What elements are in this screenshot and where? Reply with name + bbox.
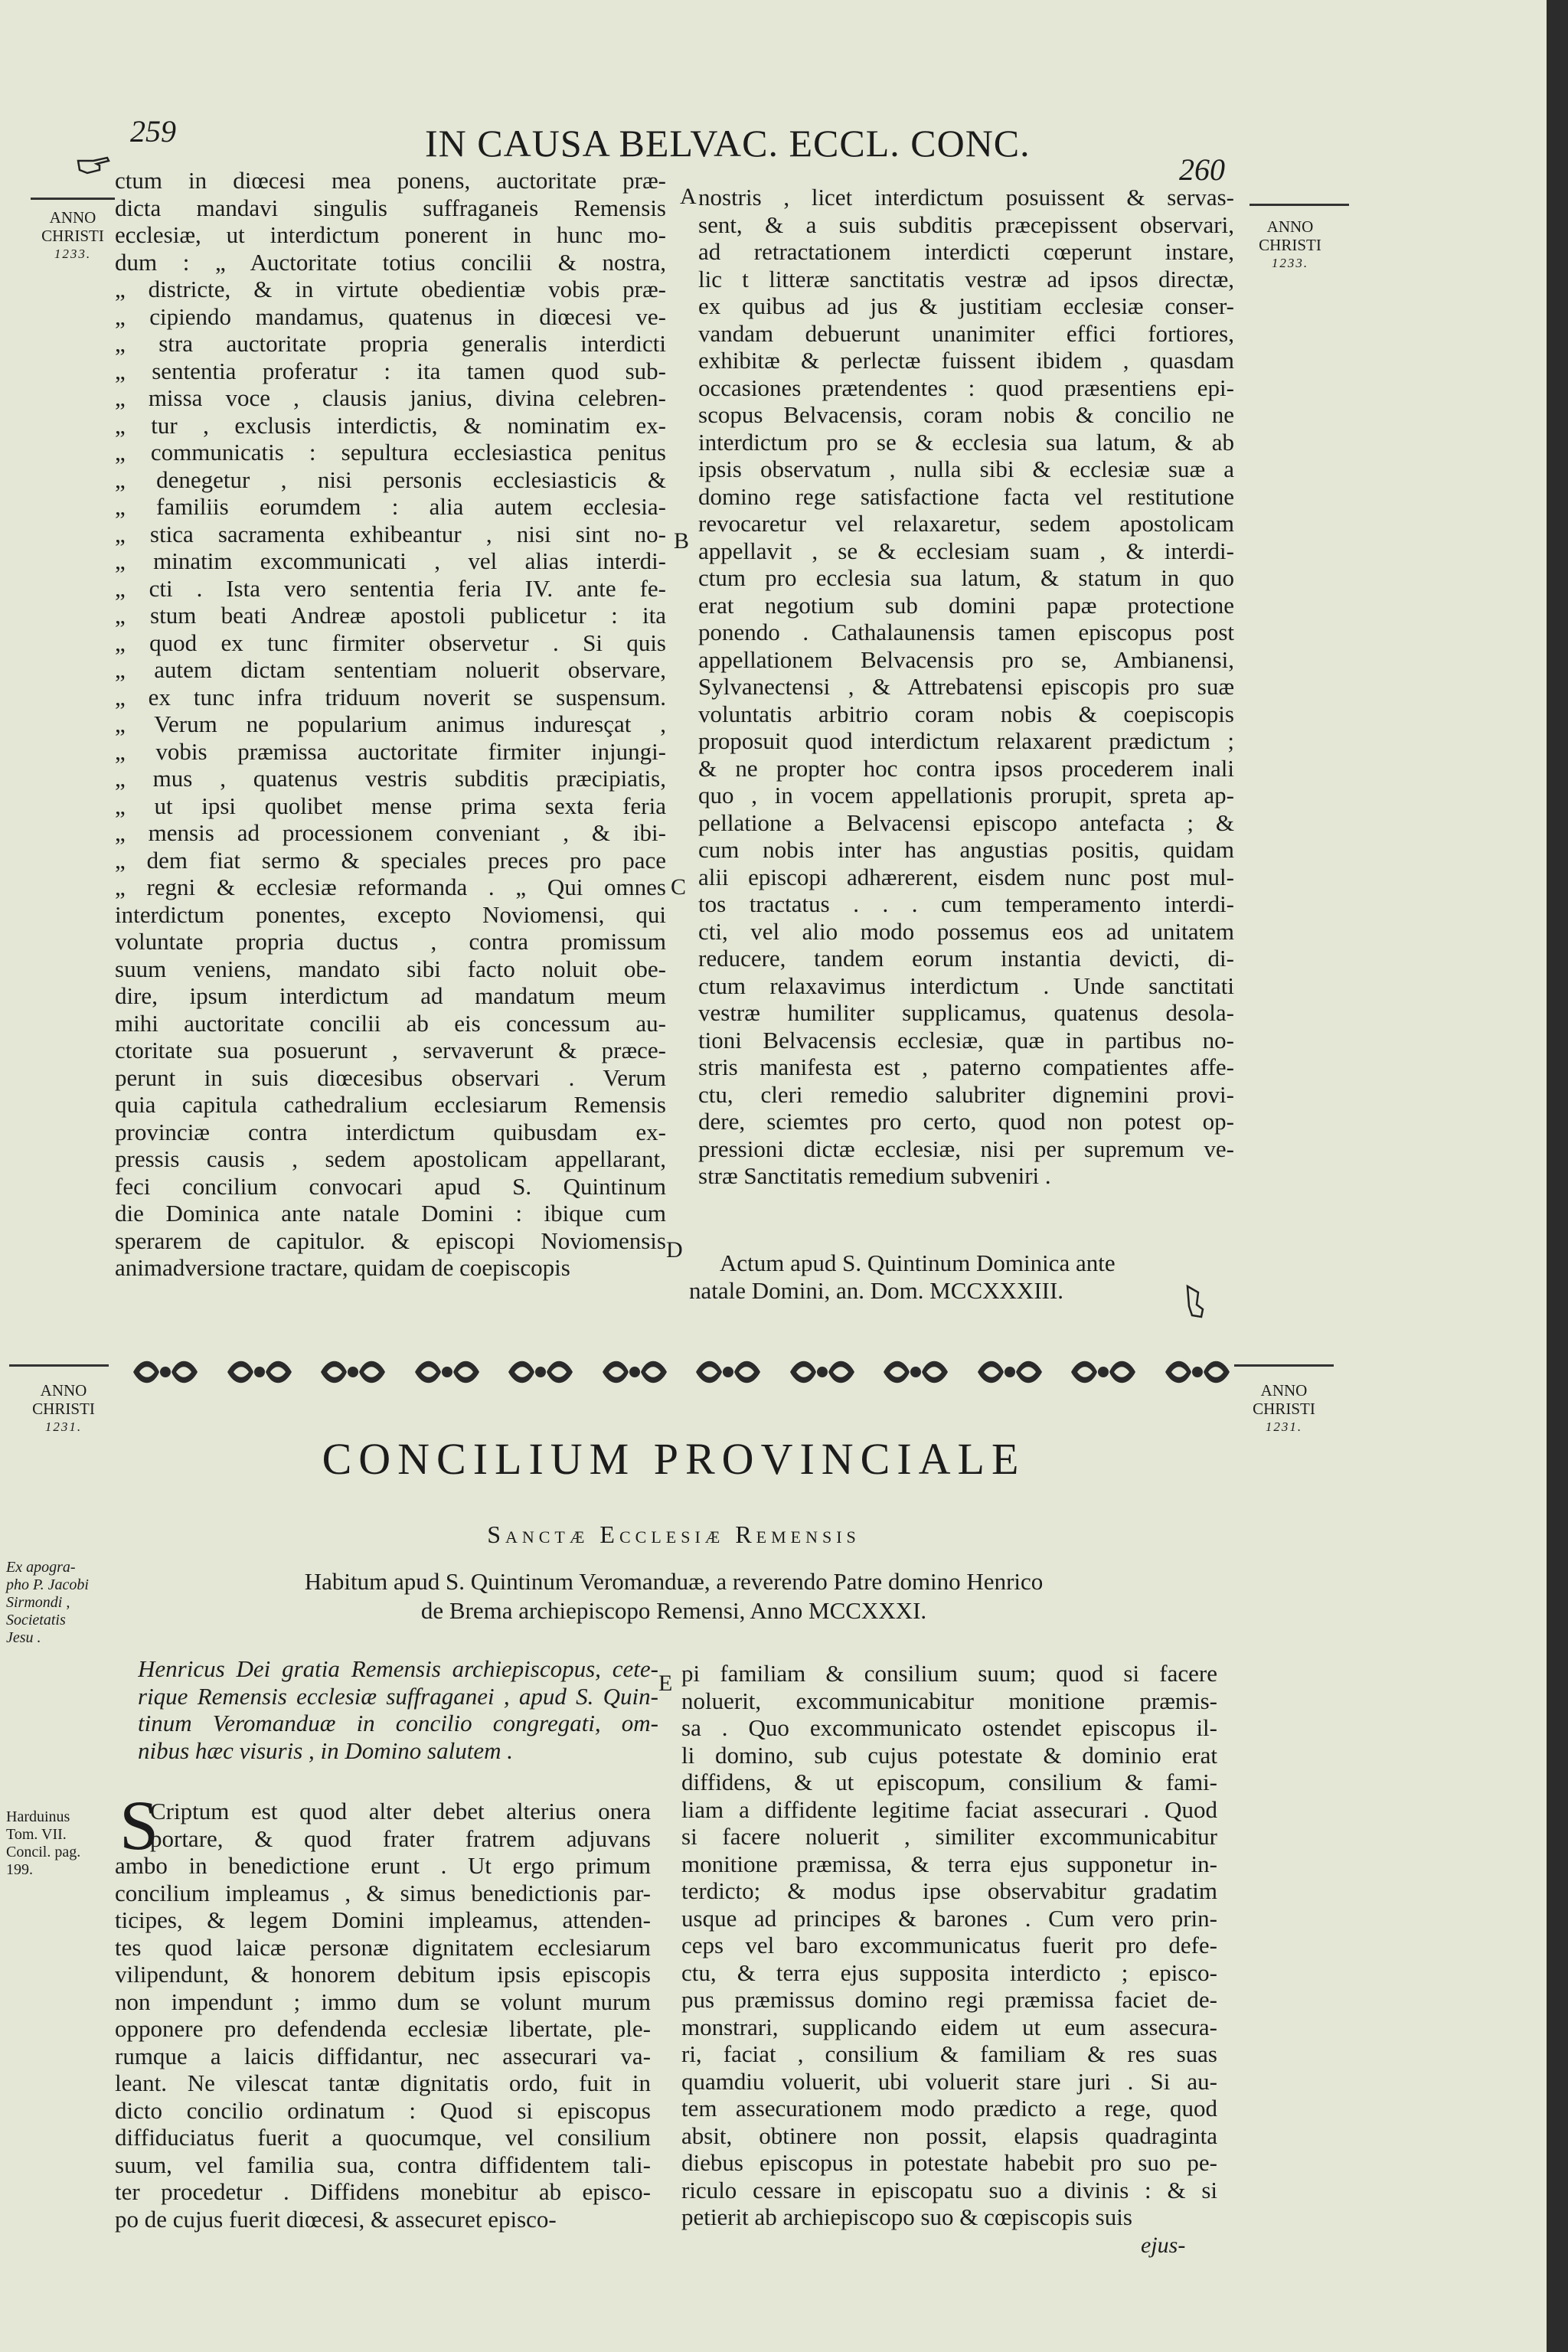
text-line: tioni Belvacensis ecclesiæ, quæ in partibus no- bbox=[698, 1026, 1234, 1054]
margin-rule-top-left bbox=[31, 198, 115, 200]
text-line: ctum in diœcesi mea ponens, auctoritate præ- bbox=[115, 167, 666, 194]
text-line: tem assecurationem modo prædicto a rege, quod bbox=[681, 2095, 1217, 2122]
text-line: „ dem fiat sermo & speciales preces pro pace bbox=[115, 846, 666, 874]
text-line: vilipendunt, & honorem debitum ipsis episcopis bbox=[115, 1961, 651, 1988]
margin-rule-mid-left bbox=[9, 1364, 109, 1367]
text-line: mihi auctoritate concilii ab eis concessum au- bbox=[115, 1009, 666, 1037]
note-line: 199. bbox=[6, 1861, 33, 1878]
text-line: ecclesiæ, ut interdictum ponerent in hunc mo- bbox=[115, 221, 666, 248]
note-line: Ex apogra- bbox=[6, 1559, 76, 1576]
text-line: cum nobis inter has angustias positis, quidam bbox=[698, 836, 1234, 863]
source-note bbox=[6, 1559, 98, 1647]
text-line: si facere noluerit , similiter excommunicabitur bbox=[681, 1823, 1217, 1850]
text-line: po de cujus fuerit diœcesi, & assecuret episco- bbox=[115, 2205, 557, 2233]
text-line: provinciæ contra interdictum quibusdam ex- bbox=[115, 1118, 666, 1145]
text-line: sperarem de capitulor. & episcopi Noviomensis bbox=[115, 1227, 666, 1254]
council-subtitle: Sanctæ Ecclesiæ Remensis bbox=[487, 1521, 861, 1548]
book-edge bbox=[1547, 0, 1568, 2352]
anno-christi-top-right: ANNO CHRISTI 1233. bbox=[1259, 217, 1321, 270]
note-line: Tom. VII. bbox=[6, 1826, 67, 1843]
text-line: sent, & a suis subditis præcepissent observari, bbox=[698, 211, 1234, 238]
text-line: appellavit , se & ecclesiam suam , & interdi- bbox=[698, 537, 1234, 564]
text-line: ponendo . Cathalaunensis tamen episcopus post bbox=[698, 619, 1234, 645]
ornament-fleuron-icon bbox=[693, 1354, 763, 1390]
text-line: appellationem Belvacensis pro se, Ambianensi, bbox=[698, 645, 1234, 673]
top-left-column bbox=[115, 167, 666, 1282]
text-line: stris manifesta est , paterno compatientes affe- bbox=[698, 1054, 1234, 1080]
drop-cap-letter: S bbox=[119, 1786, 159, 1864]
bottom-left-column bbox=[115, 1798, 651, 2233]
text-line: absit, obtinere non possit, elapsis quadraginta bbox=[681, 2122, 1217, 2149]
text-line: suum, vel familia sua, contra diffidentem tali- bbox=[115, 2151, 651, 2178]
bottom-right-column bbox=[681, 1660, 1217, 2231]
text-line: pressis causis , sedem apostolicam appellarant, bbox=[115, 1145, 666, 1172]
text-line: non impendunt ; immo dum se volunt murum bbox=[115, 1988, 651, 2015]
text-line: ctu, & terra ejus supposita interdicto ; episco- bbox=[681, 1958, 1217, 1986]
ornament-fleuron-icon bbox=[880, 1354, 951, 1390]
text-line: leant. Ne vilescat tantæ dignitatis ordo, fuit in bbox=[115, 2069, 651, 2096]
text-line: Sylvanectensi , & Attrebatensi episcopis pro suæ bbox=[698, 673, 1234, 700]
text-line: occasiones prætendentes : quod præsentiens epi- bbox=[698, 374, 1234, 401]
text-line: voluntate propria ductus , contra promissum bbox=[115, 928, 666, 955]
text-line: proposuit quod interdictum relaxarent prædictum ; bbox=[698, 727, 1234, 754]
text-line: dicto concilio ordinatum : Quod si episcopus bbox=[115, 2096, 651, 2124]
text-line: „ familiis eorumdem : alia autem ecclesia- bbox=[115, 493, 666, 520]
text-line: ter procedetur . Diffidens monebitur ab episco- bbox=[115, 2178, 651, 2205]
text-line: „ districte, & in virtute obedientiæ vobis præ- bbox=[115, 276, 666, 302]
text-line: monitione præmissa, & terra ejus supponetur in- bbox=[681, 1850, 1217, 1877]
top-right-column bbox=[698, 184, 1234, 1190]
note-line: Sirmondi , bbox=[6, 1594, 70, 1611]
text-line: concilium impleamus , & simus benedictionis par- bbox=[115, 1879, 651, 1906]
text-line: tes quod laicæ personæ dignitatem ecclesiarum bbox=[115, 1933, 651, 1961]
address-italic bbox=[138, 1655, 658, 1764]
text-line: „ autem dictam sententiam noluerit observare, bbox=[115, 656, 666, 683]
text-line: ctum pro ecclesia sua latum, & statum in quo bbox=[698, 564, 1234, 591]
text-line: vandam debuerunt unanimiter effici fortiores, bbox=[698, 319, 1234, 347]
text-line: animadversione tractare, quidam de coepiscopis bbox=[115, 1254, 570, 1281]
ornament-fleuron-icon bbox=[224, 1354, 295, 1390]
ornament-fleuron-icon bbox=[130, 1354, 201, 1390]
ornament-fleuron-icon bbox=[1162, 1354, 1233, 1390]
anno-christi-mid-left: ANNO CHRISTI 1231. bbox=[32, 1381, 95, 1434]
gutter-marker-c: C bbox=[671, 874, 687, 900]
habitum-line-1: Habitum apud S. Quintinum Veromanduæ, a reverendo Patre domino Henrico bbox=[304, 1568, 1044, 1595]
text-line: „ cti . Ista vero sententia feria IV. ante fe- bbox=[115, 574, 666, 602]
text-line: „ stra auctoritate propria generalis interdicti bbox=[115, 330, 666, 357]
address-line: nibus hæc visuris , in Domino salutem . bbox=[138, 1736, 513, 1764]
gutter-marker-b: B bbox=[674, 528, 690, 554]
text-line: scopus Belvacensis, coram nobis & concilio ne bbox=[698, 401, 1234, 428]
text-line: „ mensis ad processionem conveniant , & ibi- bbox=[115, 819, 666, 846]
note-line: Concil. pag. bbox=[6, 1844, 81, 1860]
text-line: „ mus , quatenus vestris subditis præcipiatis, bbox=[115, 765, 666, 792]
text-line: pus præmissus domino regi præmissa faciet de- bbox=[681, 1986, 1217, 2013]
text-line: „ quod ex tunc firmiter observetur . Si quis bbox=[115, 629, 666, 656]
decorative-ornament-band bbox=[130, 1349, 1233, 1395]
text-line: dicta mandavi singulis suffraganeis Remensis bbox=[115, 194, 666, 221]
text-line: revocaretur vel relaxaretur, sedem apostolicam bbox=[698, 510, 1234, 537]
habitum-line-2: de Brema archiepiscopo Remensi, Anno MCCXXXI. bbox=[420, 1597, 927, 1624]
text-line: voluntatis arbitrio coram nobis & coepiscopis bbox=[698, 700, 1234, 727]
council-title: CONCILIUM PROVINCIALE bbox=[322, 1434, 1026, 1484]
text-line: ticipes, & legem Domini impleamus, attenden- bbox=[115, 1906, 651, 1933]
text-line: dere, sciemtes pro certo, quod non potest op- bbox=[698, 1108, 1234, 1135]
text-line: quo , in vocem appellationis prorupit, spreta ap- bbox=[698, 782, 1234, 808]
ornament-fleuron-icon bbox=[318, 1354, 388, 1390]
text-line: „ tur , exclusis interdictis, & nominatim ex- bbox=[115, 411, 666, 439]
text-line: lic t litteræ sanctitatis vestræ ad ipsos directæ, bbox=[698, 265, 1234, 292]
text-line: terdicto; & modus ipse observabitur gradatim bbox=[681, 1877, 1217, 1904]
text-line: „ sententia proferatur : ita tamen quod sub- bbox=[115, 357, 666, 384]
text-line: li domino, sub cujus potestate & dominio erat bbox=[681, 1741, 1217, 1769]
text-line: ctu, cleri remedio salubriter dignemini provi- bbox=[698, 1080, 1234, 1108]
text-line: dum : „ Auctoritate totius concilii & nostra, bbox=[115, 248, 666, 276]
text-line: ceps vel baro excommunicatus fuerit pro defe- bbox=[681, 1932, 1217, 1958]
text-line: noluerit, excommunicabitur monitione præmis- bbox=[681, 1687, 1217, 1714]
text-line: „ cipiendo mandamus, quatenus in diœcesi ve- bbox=[115, 302, 666, 330]
actum-line-2: natale Domini, an. Dom. MCCXXXIII. bbox=[689, 1277, 1064, 1304]
text-line: pi familiam & consilium suum; quod si facere bbox=[681, 1660, 1217, 1687]
text-line: perunt in suis diœcesibus observari . Verum bbox=[115, 1063, 666, 1091]
text-line: opponere pro defendenda ecclesiæ libertate, ple- bbox=[115, 2015, 651, 2042]
text-line: „ ex tunc infra triduum noverit se suspensum. bbox=[115, 683, 666, 710]
text-line: liam a diffidente legitime faciat assecurari . Quod bbox=[681, 1795, 1217, 1823]
text-line: „ communicatis : sepultura ecclesiastica penitus bbox=[115, 439, 666, 466]
text-line: reducere, tandem eorum instantia devicti, di- bbox=[698, 945, 1234, 972]
text-line: portare, & quod frater fratrem adjuvans bbox=[150, 1824, 651, 1852]
ornament-fleuron-icon bbox=[412, 1354, 482, 1390]
ornament-fleuron-icon bbox=[787, 1354, 858, 1390]
text-line: stræ Sanctitatis remedium subveniri . bbox=[698, 1162, 1051, 1189]
text-line: domino rege satisfactione facta vel restitutione bbox=[698, 482, 1234, 510]
text-line: erat negotium sub domini papæ protectione bbox=[698, 591, 1234, 619]
text-line: nostris , licet interdictum posuissent & servas- bbox=[698, 184, 1234, 211]
gutter-marker-d: D bbox=[666, 1237, 683, 1263]
text-line: vestræ humiliter supplicamus, quatenus desola- bbox=[698, 999, 1234, 1026]
address-line: rique Remensis ecclesiæ suffraganei , apud S. Quin- bbox=[138, 1682, 658, 1710]
margin-rule-top-right bbox=[1250, 204, 1349, 206]
anno-christi-mid-right: ANNO CHRISTI 1231. bbox=[1253, 1381, 1315, 1434]
text-line: „ stum beati Andreæ apostoli publicetur : ita bbox=[115, 602, 666, 629]
text-line: „ vobis præmissa auctoritate firmiter injungi- bbox=[115, 737, 666, 765]
anno-christi-top-left: ANNO CHRISTI 1233. bbox=[41, 208, 104, 261]
text-line: „ missa voce , clausis janius, divina celebren- bbox=[115, 384, 666, 411]
address-line: tinum Veromanduæ in concilio congregati, om- bbox=[138, 1710, 658, 1736]
catchword: ejus- bbox=[1141, 2233, 1186, 2258]
address-line: Henricus Dei gratia Remensis archiepiscopus, cete- bbox=[138, 1655, 658, 1682]
text-line: „ Verum ne popularium animus induresçat , bbox=[115, 710, 666, 737]
text-line: usque ad principes & barones . Cum vero prin- bbox=[681, 1904, 1217, 1932]
text-line: interdictum ponentes, excepto Noviomensi, qui bbox=[115, 900, 666, 928]
text-line: feci concilium convocari apud S. Quintinum bbox=[115, 1172, 666, 1200]
ornament-fleuron-icon bbox=[505, 1354, 576, 1390]
text-line: Criptum est quod alter debet alterius onera bbox=[150, 1798, 651, 1824]
text-line: diffidens, & ut episcopum, consilium & fami- bbox=[681, 1769, 1217, 1795]
pointing-hand-end-icon bbox=[1183, 1283, 1214, 1320]
text-line: die Dominica ante natale Domini : ibique cum bbox=[115, 1200, 666, 1227]
text-line: diffiduciatus fuerit a quocumque, vel consilium bbox=[115, 2124, 651, 2151]
text-line: interdictum pro se & ecclesia sua latum, & ab bbox=[698, 428, 1234, 456]
note-line: Jesu . bbox=[6, 1629, 41, 1646]
text-line: quamdiu voluerit, ubi voluerit stare juri . Si au- bbox=[681, 2067, 1217, 2095]
text-line: tos tractatus . . . cum temperamento interdi- bbox=[698, 890, 1234, 917]
text-line: alii episcopi adhærerent, eisdem nunc post mul- bbox=[698, 863, 1234, 890]
running-title: IN CAUSA BELVAC. ECCL. CONC. bbox=[425, 122, 1031, 165]
actum-line-1: Actum apud S. Quintinum Dominica ante bbox=[720, 1250, 1116, 1276]
text-line: exhibitæ & perlectæ fuissent ibidem , quasdam bbox=[698, 347, 1234, 374]
page-number-left: 259 bbox=[130, 114, 176, 149]
text-line: petierit ab archiepiscopo suo & cœpiscopis suis bbox=[681, 2203, 1132, 2230]
text-line: ipsis observatum , nulla sibi & ecclesiæ suæ a bbox=[698, 456, 1234, 482]
harduinus-note bbox=[6, 1808, 98, 1879]
text-line: „ denegetur , nisi personis ecclesiasticis & bbox=[115, 466, 666, 493]
text-line: cti, vel alio modo possemus eos ad unitatem bbox=[698, 917, 1234, 945]
text-line: ambo in benedictione erunt . Ut ergo primum bbox=[115, 1852, 651, 1879]
gutter-marker-e: E bbox=[658, 1671, 673, 1696]
text-line: sa . Quo excommunicato ostendet episcopus il- bbox=[681, 1714, 1217, 1741]
text-line: quia capitula cathedralium ecclesiarum Remensis bbox=[115, 1091, 666, 1118]
note-line: Harduinus bbox=[6, 1808, 70, 1825]
text-line: „ ut ipsi quolibet mense prima sexta feria bbox=[115, 792, 666, 819]
text-line: suum veniens, mandato sibi facto noluit obe- bbox=[115, 955, 666, 982]
text-line: „ regni & ecclesiæ reformanda . „ Qui omnes bbox=[115, 874, 666, 900]
ornament-fleuron-icon bbox=[975, 1354, 1045, 1390]
ornament-fleuron-icon bbox=[599, 1354, 670, 1390]
text-line: ri, faciat , consilium & familiam & res suas bbox=[681, 2040, 1217, 2067]
note-line: pho P. Jacobi bbox=[6, 1576, 89, 1593]
text-line: „ minatim excommunicati , vel alias interdi- bbox=[115, 547, 666, 574]
text-line: rumque a laicis diffidantur, nec assecurari va- bbox=[115, 2042, 651, 2069]
pointing-hand-icon bbox=[77, 153, 110, 176]
text-line: pellatione a Belvacensi episcopo antefacta ; & bbox=[698, 808, 1234, 836]
text-line: „ stica sacramenta exhibeantur , nisi sint no- bbox=[115, 520, 666, 547]
ornament-fleuron-icon bbox=[1068, 1354, 1138, 1390]
text-line: monstrari, supplicando eidem ut eum assecura- bbox=[681, 2013, 1217, 2040]
text-line: ad retractationem interdicti cœperunt instare, bbox=[698, 238, 1234, 265]
gutter-marker-a: A bbox=[680, 184, 697, 209]
note-line: Societatis bbox=[6, 1612, 66, 1628]
margin-rule-mid-right bbox=[1234, 1364, 1334, 1367]
text-line: riculo cessare in episcopatu suo a divinis : & si bbox=[681, 2176, 1217, 2203]
text-line: ctum relaxavimus interdictum . Unde sanctitati bbox=[698, 972, 1234, 999]
text-line: & ne propter hoc contra ipsos procederem inali bbox=[698, 754, 1234, 782]
text-line: ctoritate sua posuerunt , servaverunt & præce- bbox=[115, 1037, 666, 1063]
text-line: ex quibus ad jus & justitiam ecclesiæ conser- bbox=[698, 292, 1234, 319]
page-number-right: 260 bbox=[1179, 152, 1225, 187]
text-line: dire, ipsum interdictum ad mandatum meum bbox=[115, 982, 666, 1009]
text-line: diebus episcopus in potestate habebit pro suo pe- bbox=[681, 2149, 1217, 2176]
text-line: pressioni dictæ ecclesiæ, nisi per supremum ve- bbox=[698, 1135, 1234, 1162]
